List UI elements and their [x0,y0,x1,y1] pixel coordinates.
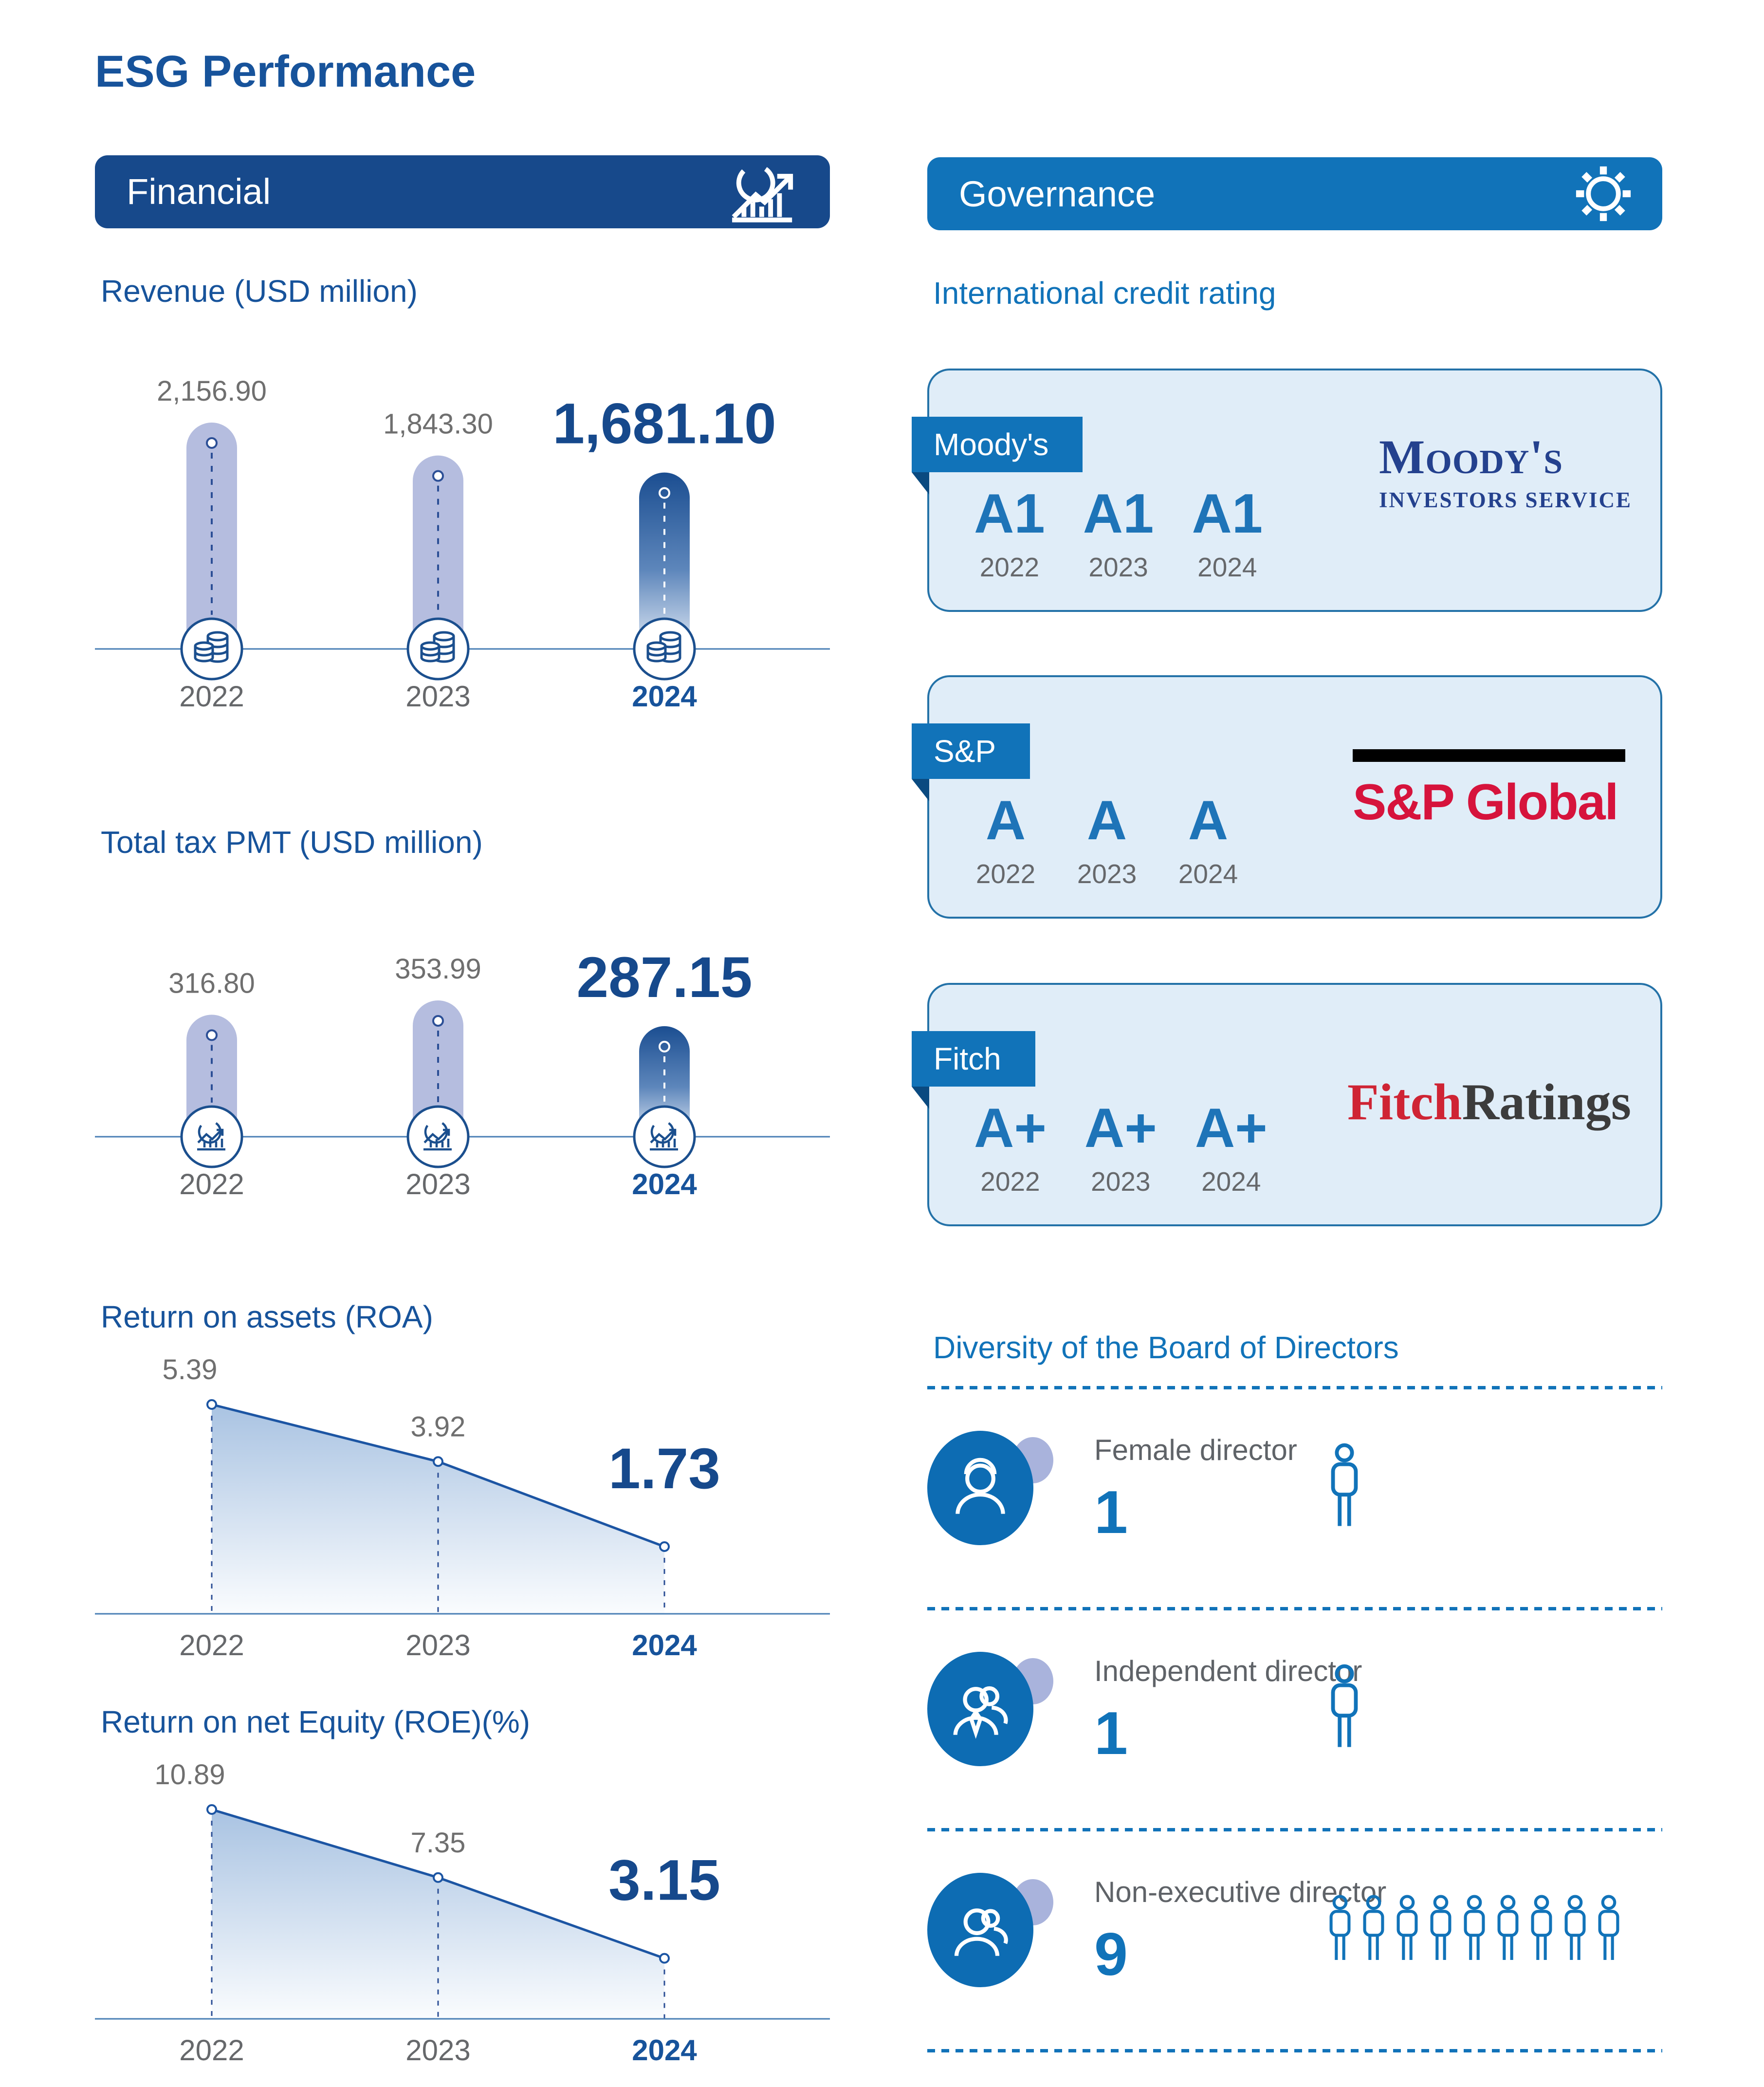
sp-logo-bar [1353,749,1625,762]
diversity-row-label: Non-executive director [1094,1876,1387,1908]
svg-text:1,843.30: 1,843.30 [383,408,493,440]
svg-text:2022: 2022 [179,1628,244,1662]
svg-text:2022: 2022 [179,2033,244,2067]
rating-column [1194,1097,1268,1197]
diversity-row-count: 1 [1094,1700,1128,1767]
governance-section-header [927,157,1662,230]
fitch-ratings [974,1097,1268,1197]
revenue-chart-title: Revenue (USD million) [101,273,418,309]
diversity-row-nonexecutive [927,1831,1662,2029]
diversity-title: Diversity of the Board of Directors [933,1330,1399,1365]
diversity-row-count: 1 [1094,1479,1128,1546]
person-icon [1559,1884,1591,1976]
diversity-row-label: Independent director [1094,1655,1362,1687]
person-icon [1391,1884,1423,1976]
svg-text:2023: 2023 [405,1628,471,1662]
rating-column [1075,790,1139,889]
rating-grade: A1 [1192,483,1263,545]
financial-column [95,46,830,2087]
fitch-logo-part1: Fitch [1347,1073,1462,1130]
diversity-row-female [927,1389,1662,1587]
person-pictograms [1324,1659,1365,1759]
diversity-row-label: Female director [1094,1434,1297,1466]
moodys-ratings [974,483,1263,583]
moodys-logo [1378,430,1632,513]
rating-column [1083,483,1154,583]
rating-grade: A+ [1194,1097,1268,1159]
independent-director-icon [927,1646,1056,1773]
tax-chart-title: Total tax PMT (USD million) [101,824,483,860]
gear-icon [1571,162,1635,226]
svg-text:3.15: 3.15 [608,1848,720,1913]
fitch-logo-part2: Ratings [1462,1073,1631,1130]
svg-text:2022: 2022 [179,1167,244,1200]
female-director-icon [927,1425,1056,1551]
rating-year: 2022 [979,552,1040,582]
rating-grade: A1 [1083,483,1154,545]
svg-text:2023: 2023 [405,1167,471,1200]
person-icon [1324,1884,1356,1976]
person-icon [1425,1884,1457,1976]
tax-chart [95,874,830,1217]
fitch-ratings-logo [1347,1072,1631,1132]
dashed-divider [927,1828,1662,1831]
growth-chart-icon [729,161,803,223]
rating-year: 2022 [980,1166,1040,1197]
moodys-logo-wordmark: Moody's [1378,430,1563,484]
page-title: ESG Performance [95,47,476,96]
rating-year: 2024 [1178,859,1238,889]
svg-text:10.89: 10.89 [154,1758,225,1791]
sp-ratings [974,790,1240,889]
sp-tab: S&P [912,723,1030,779]
rating-year: 2024 [1197,552,1257,582]
dashed-divider [927,1607,1662,1610]
svg-text:2022: 2022 [179,680,244,713]
credit-rating-title: International credit rating [933,276,1276,311]
roe-chart-title: Return on net Equity (ROE)(%) [101,1704,531,1739]
sp-rating-card [927,675,1662,919]
moodys-rating-card [927,369,1662,612]
non-executive-director-icon [927,1867,1056,1994]
person-icon [1492,1884,1524,1976]
rating-column [1084,1097,1157,1197]
fitch-tab: Fitch [912,1031,1035,1087]
fitch-rating-card [927,983,1662,1226]
governance-column [927,157,1662,2052]
rating-year: 2024 [1201,1166,1261,1197]
rating-grade: A [985,790,1026,851]
sp-global-logo [1353,749,1625,831]
dashed-divider [927,2049,1662,2052]
svg-text:2024: 2024 [632,1167,697,1200]
person-icon [1358,1884,1390,1976]
roe-chart [95,1754,830,2087]
person-icon [1593,1884,1625,1976]
svg-text:2024: 2024 [632,2033,697,2067]
rating-column [974,1097,1047,1197]
rating-column [1192,483,1263,583]
rating-year: 2023 [1091,1166,1151,1197]
moodys-logo-subtitle: INVESTORS SERVICE [1378,488,1632,512]
revenue-chart [95,323,830,729]
diversity-row-independent [927,1610,1662,1808]
svg-text:3.92: 3.92 [410,1411,466,1443]
person-icon [1525,1884,1558,1976]
rating-grade: A [1188,790,1229,851]
diversity-row-count: 9 [1094,1921,1128,1988]
person-pictograms [1324,1884,1625,1976]
person-icon [1324,1659,1365,1759]
svg-text:2024: 2024 [632,1628,697,1662]
svg-text:2023: 2023 [405,2033,471,2067]
rating-grade: A1 [974,483,1045,545]
roa-chart-title: Return on assets (ROA) [101,1299,433,1334]
roa-chart [95,1348,830,1682]
svg-text:5.39: 5.39 [162,1353,218,1385]
rating-column [974,790,1037,889]
svg-text:1,681.10: 1,681.10 [552,391,776,456]
rating-column [974,483,1045,583]
svg-text:287.15: 287.15 [576,945,753,1010]
svg-text:316.80: 316.80 [168,967,255,999]
person-icon [1324,1438,1365,1538]
person-icon [1458,1884,1490,1976]
rating-grade: A+ [1084,1097,1157,1159]
financial-header-label: Financial [127,171,271,212]
svg-text:353.99: 353.99 [395,953,481,985]
rating-grade: A+ [974,1097,1047,1159]
dashed-divider [927,1386,1662,1389]
svg-text:1.73: 1.73 [608,1436,720,1501]
rating-year: 2022 [975,859,1036,889]
sp-logo-wordmark: S&P Global [1353,774,1618,831]
governance-header-label: Governance [959,173,1156,214]
moodys-tab: Moody's [912,417,1083,472]
rating-grade: A [1086,790,1127,851]
person-pictograms [1324,1438,1365,1538]
rating-year: 2023 [1088,552,1148,582]
rating-year: 2023 [1077,859,1137,889]
financial-section-header [95,155,830,228]
svg-text:2023: 2023 [405,680,471,713]
svg-text:2024: 2024 [632,680,697,713]
svg-text:7.35: 7.35 [410,1827,466,1859]
rating-column [1176,790,1240,889]
svg-text:2,156.90: 2,156.90 [157,375,267,407]
